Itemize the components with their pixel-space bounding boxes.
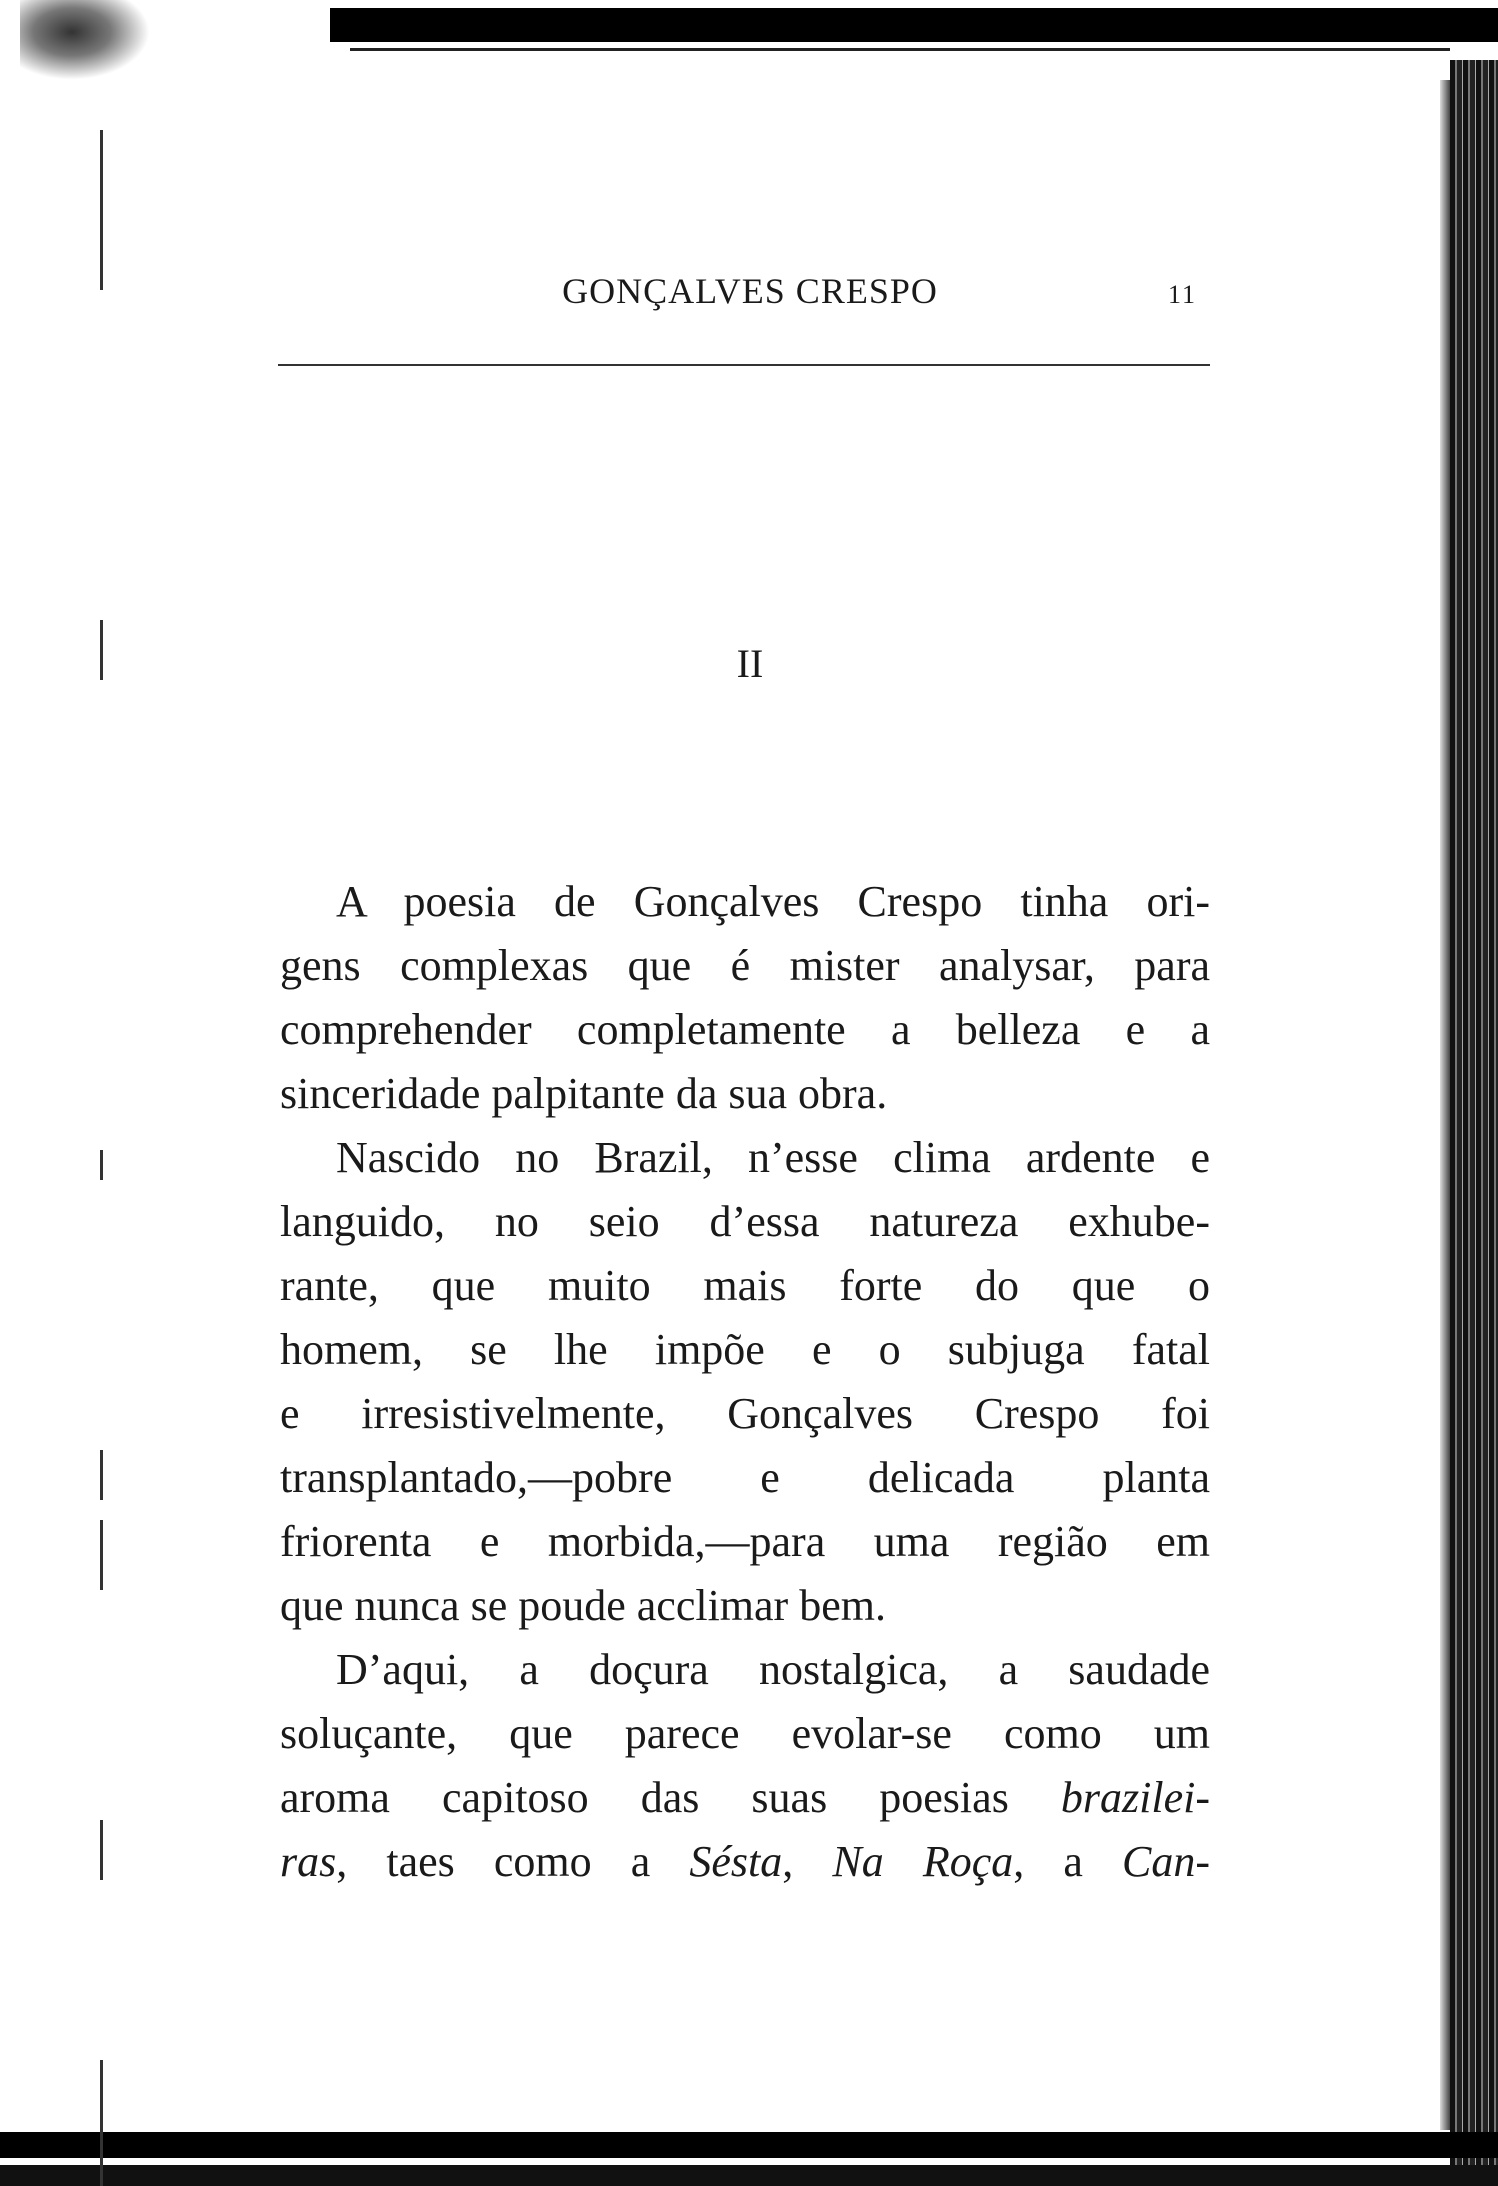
scan-bottom-edge [0,2132,1498,2158]
body-text [280,870,1210,1894]
lines-container [280,870,1210,1766]
text-line: e irresistivelmente, Gonçalves Crespo foi [280,1389,1210,1438]
text-line: languido, no seio d’essa natureza exhube- [280,1197,1210,1246]
italic-text: brazilei- [1060,1773,1210,1822]
scan-page-gutter [1440,80,1450,2130]
line-text: , a [1013,1837,1122,1886]
line-text: aroma capitoso das suas poesias [280,1773,1061,1822]
margin-mark [100,1150,103,1180]
text-line [280,1830,1210,1894]
chapter-heading: II [736,641,764,686]
margin-mark [100,620,103,680]
text-line: sinceridade palpitante da sua obra. [280,1069,888,1118]
scan-bottom-shadow [0,2165,1498,2186]
text-line: que nunca se poude acclimar bem. [280,1581,886,1630]
margin-mark [100,1520,103,1590]
line-text: , [782,1837,833,1886]
scan-top-rule [350,48,1450,51]
text-line: gens complexas que é mister analysar, para [280,941,1210,990]
margin-mark [100,1450,103,1500]
margin-mark [100,1820,103,1880]
scan-top-edge [330,8,1498,42]
italic-text: Can- [1122,1837,1210,1886]
text-line: soluçante, que parece evolar-se como um [280,1709,1210,1758]
text-line: Nascido no Brazil, n’esse clima ardente e [336,1133,1210,1182]
italic-text: Sésta [689,1837,783,1886]
text-line: friorenta e morbida,—para uma região em [280,1517,1210,1566]
text-line: A poesia de Gonçalves Crespo tinha ori- [336,877,1210,926]
page-number: 11 [1168,280,1198,309]
text-line: rante, que muito mais forte do que o [280,1261,1210,1310]
text-line: comprehender completamente a belleza e a [280,1005,1210,1054]
scan-corner-smudge [20,0,150,80]
header-rule [278,364,1210,366]
line-text: , taes como a [336,1837,690,1886]
margin-mark [100,2060,103,2186]
text-line: D’aqui, a doçura nostalgica, a saudade [336,1645,1210,1694]
margin-mark [100,130,103,290]
italic-text: Na Roça [832,1837,1014,1886]
text-line [280,1766,1210,1830]
scan-right-edge [1450,60,1498,2170]
margin-marks [100,100,140,2100]
running-header-title: GONÇALVES CRESPO [562,271,938,311]
italic-text: ras [280,1837,337,1886]
text-line: transplantado,—pobre e delicada planta [280,1453,1210,1502]
text-line: homem, se lhe impõe e o subjuga fatal [280,1325,1210,1374]
